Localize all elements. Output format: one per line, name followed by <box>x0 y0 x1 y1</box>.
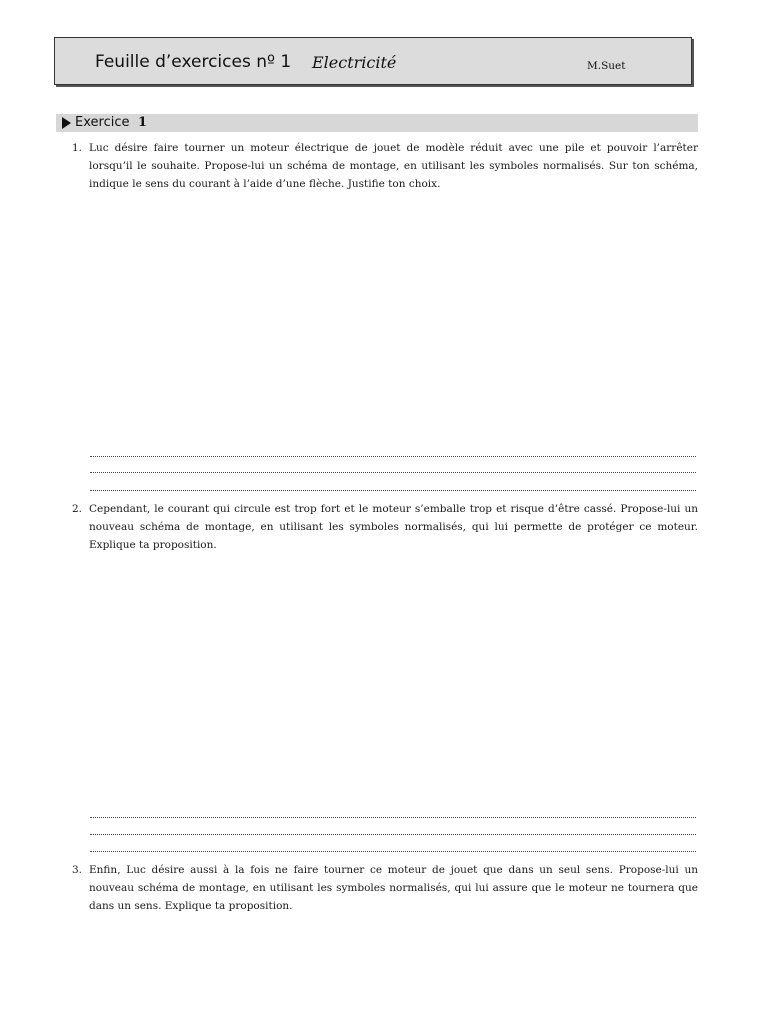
worksheet-header <box>54 37 692 85</box>
question-text: Cependant, le courant qui circule est trop fort et le moteur s’emballe trop et risque d’être cassé. Propose-lui un nouveau schéma de montage, en utilisant les symboles normalisés, qui lui permette de protéger ce moteur. Explique ta proposition. <box>89 503 698 551</box>
question-text: Enfin, Luc désire aussi à la fois ne faire tourner ce moteur de jouet que dans un seul sens. Propose-lui un nouveau schéma de montage, en utilisant les symboles normalisés, qui lui assure que le moteur ne tournera que dans un sens. Explique ta proposition. <box>89 864 698 912</box>
exercise-label: Exercice <box>75 115 130 130</box>
answer-line <box>90 817 696 818</box>
question-number: 3. <box>72 864 83 876</box>
question-1 <box>72 139 698 193</box>
question-3 <box>72 861 698 915</box>
answer-line <box>90 851 696 852</box>
triangle-bullet-icon <box>62 117 71 129</box>
worksheet-author: M.Suet <box>587 60 626 72</box>
answer-line <box>90 834 696 835</box>
answer-line <box>90 456 696 457</box>
question-text: Luc désire faire tourner un moteur électrique de jouet de modèle réduit avec une pile et pouvoir l’arrêter lorsqu’il le souhaite. Propose-lui un schéma de montage, en utilisant les symboles normalisés. Sur ton schéma, indique le sens du courant à l’aide d’une flèche. Justifie ton choix. <box>89 142 698 190</box>
question-number: 1. <box>72 142 83 154</box>
exercise-heading <box>56 114 698 132</box>
exercise-number: 1 <box>138 115 148 130</box>
answer-line <box>90 472 696 473</box>
question-number: 2. <box>72 503 83 515</box>
question-2 <box>72 500 698 554</box>
worksheet-title: Feuille d’exercices nº 1 <box>95 52 292 72</box>
answer-line <box>90 490 696 491</box>
worksheet-subject: Electricité <box>312 53 397 72</box>
